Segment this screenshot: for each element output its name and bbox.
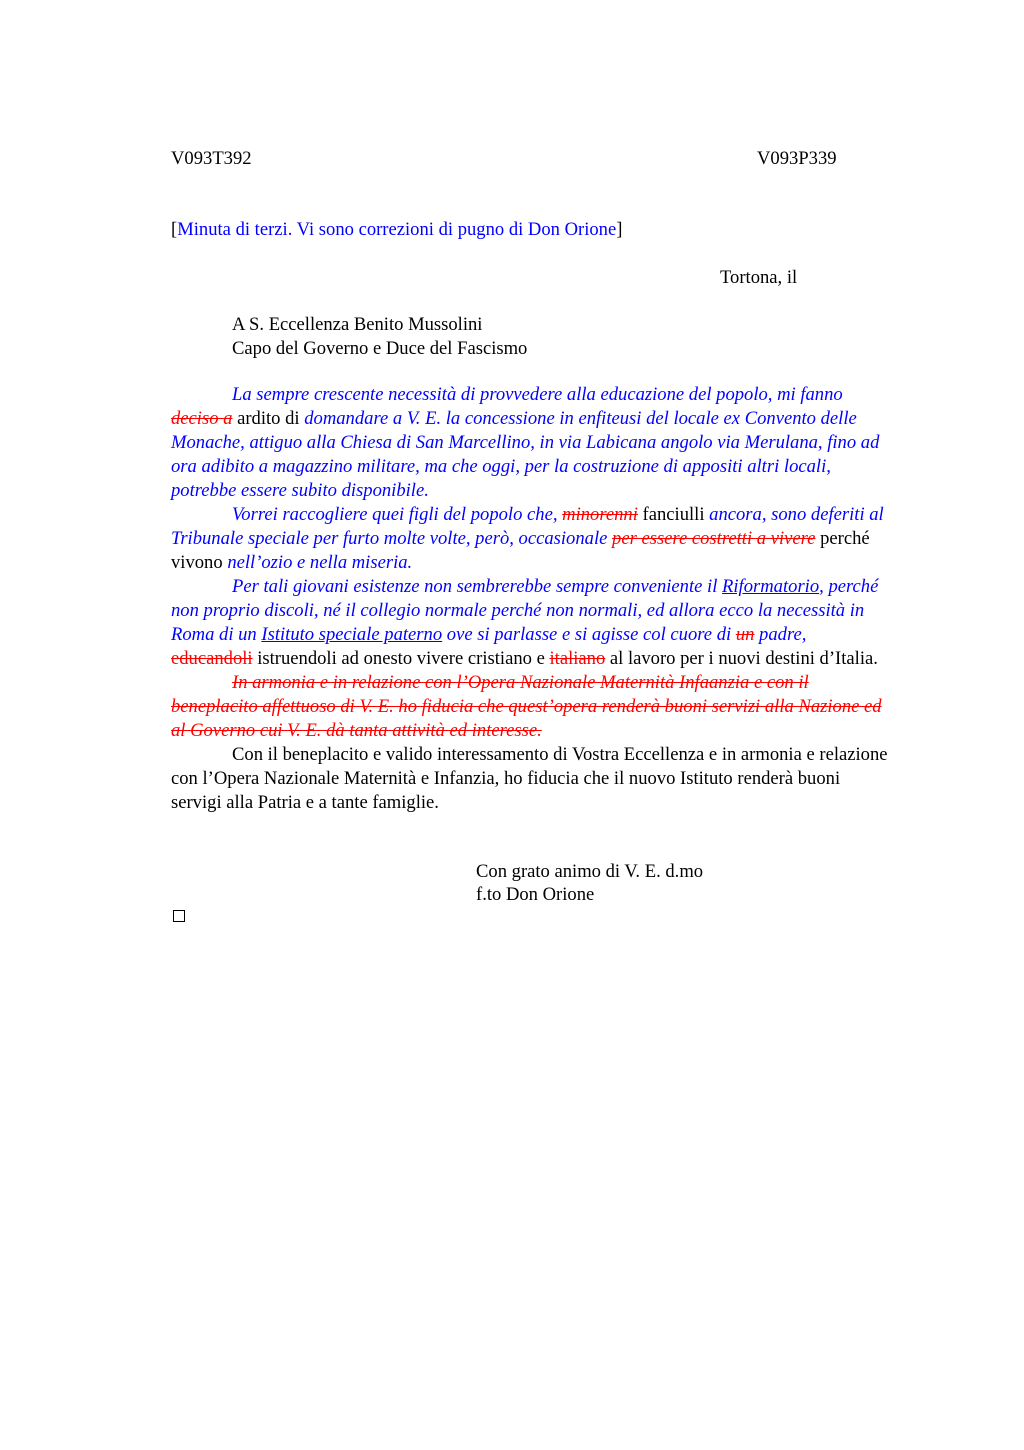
p3-original-4: padre, [754,624,807,645]
letter-body [171,383,891,815]
header-left-code: V093T392 [171,148,252,169]
p3-original-2: , perché non proprio discoli, né il collegio normale perché non normali, ed allora ecco la necessità in Roma di un [171,576,879,645]
paragraph-3 [171,575,891,671]
p3-deletion-3: italiano [549,648,606,669]
closing-line-1: Con grato animo di V. E. d.mo [476,861,704,882]
note-text: Minuta di terzi. Vi sono correzioni di pugno di Don Orione [177,219,617,240]
p1-original-2: domandare a V. E. la concessione in enfiteusi del locale ex Convento delle Monache, attiguo alla Chiesa di San Marcellino, in via Labicana angolo via Merulana, fino ad ora adibito a magazzino militare, ma che oggi, per la costruzione di appositi altri locali, potrebbe essere subito disponibile. [171,408,880,501]
recipient-line-1: A S. Eccellenza Benito Mussolini [232,314,483,335]
paragraph-1 [171,383,891,503]
recipient-line-2: Capo del Governo e Duce del Fascismo [232,338,528,359]
note-close-bracket: ] [616,219,623,240]
p1-original-1: La sempre crescente necessità di provvedere alla educazione del popolo, mi fanno [232,384,843,405]
p1-deletion-1: deciso a [171,408,233,429]
p4-deletion: In armonia e in relazione con l’Opera Nazionale Maternità Infaanzia e con il beneplacito affettuoso di V. E. ho fiducia che quest’opera renderà buoni servizi alla Nazione ed al Governo cui V. E. dà tanta attività ed interesse. [171,672,882,741]
paragraph-2 [171,503,891,575]
p3-correction-1: istruendoli ad onesto vivere cristiano e [252,648,550,669]
p3-correction-2: al lavoro per i nuovi destini d’Italia. [605,648,878,669]
p3-underlined-riformatorio: Riformatorio [722,576,820,597]
p1-correction-1: ardito di [232,408,305,429]
p2-original-1: Vorrei raccogliere quei figli del popolo che, [232,504,563,525]
p2-original-2: ancora, sono deferiti al Tribunale speciale per furto molte volte, però, occasionale [171,504,884,549]
p2-deletion-2: per essere costretti a vivere [612,528,816,549]
p3-deletion-1: un [735,624,755,645]
closing-signature: f.to Don Orione [476,884,595,905]
p3-underlined-istituto: Istituto speciale paterno [261,624,443,645]
p2-original-3: nell’ozio e nella miseria. [227,552,413,573]
p3-original-3: ove si parlasse e si agisse col cuore di [442,624,736,645]
p2-correction-2: perché vivono [171,528,870,573]
p5-text: Con il beneplacito e valido interessamento di Vostra Eccellenza e in armonia e relazione con l’Opera Nazionale Maternità e Infanzia, ho fiducia che il nuovo Istituto renderà buoni servigi alla Patria e a tante famiglie. [171,744,888,813]
paragraph-4-deleted [171,671,891,743]
note-open-bracket: [ [171,219,178,240]
p3-deletion-2: educandoli [171,648,253,669]
end-marker-box [173,910,185,922]
p3-original-1: Per tali giovani esistenze non sembrerebbe sempre conveniente il [232,576,723,597]
p2-deletion-1: minorenni [562,504,638,525]
place-date: Tortona, il [720,267,798,288]
editorial-note [171,218,622,242]
header-right-code: V093P339 [757,148,837,169]
paragraph-5 [171,743,891,815]
p2-correction-1: fanciulli [637,504,710,525]
